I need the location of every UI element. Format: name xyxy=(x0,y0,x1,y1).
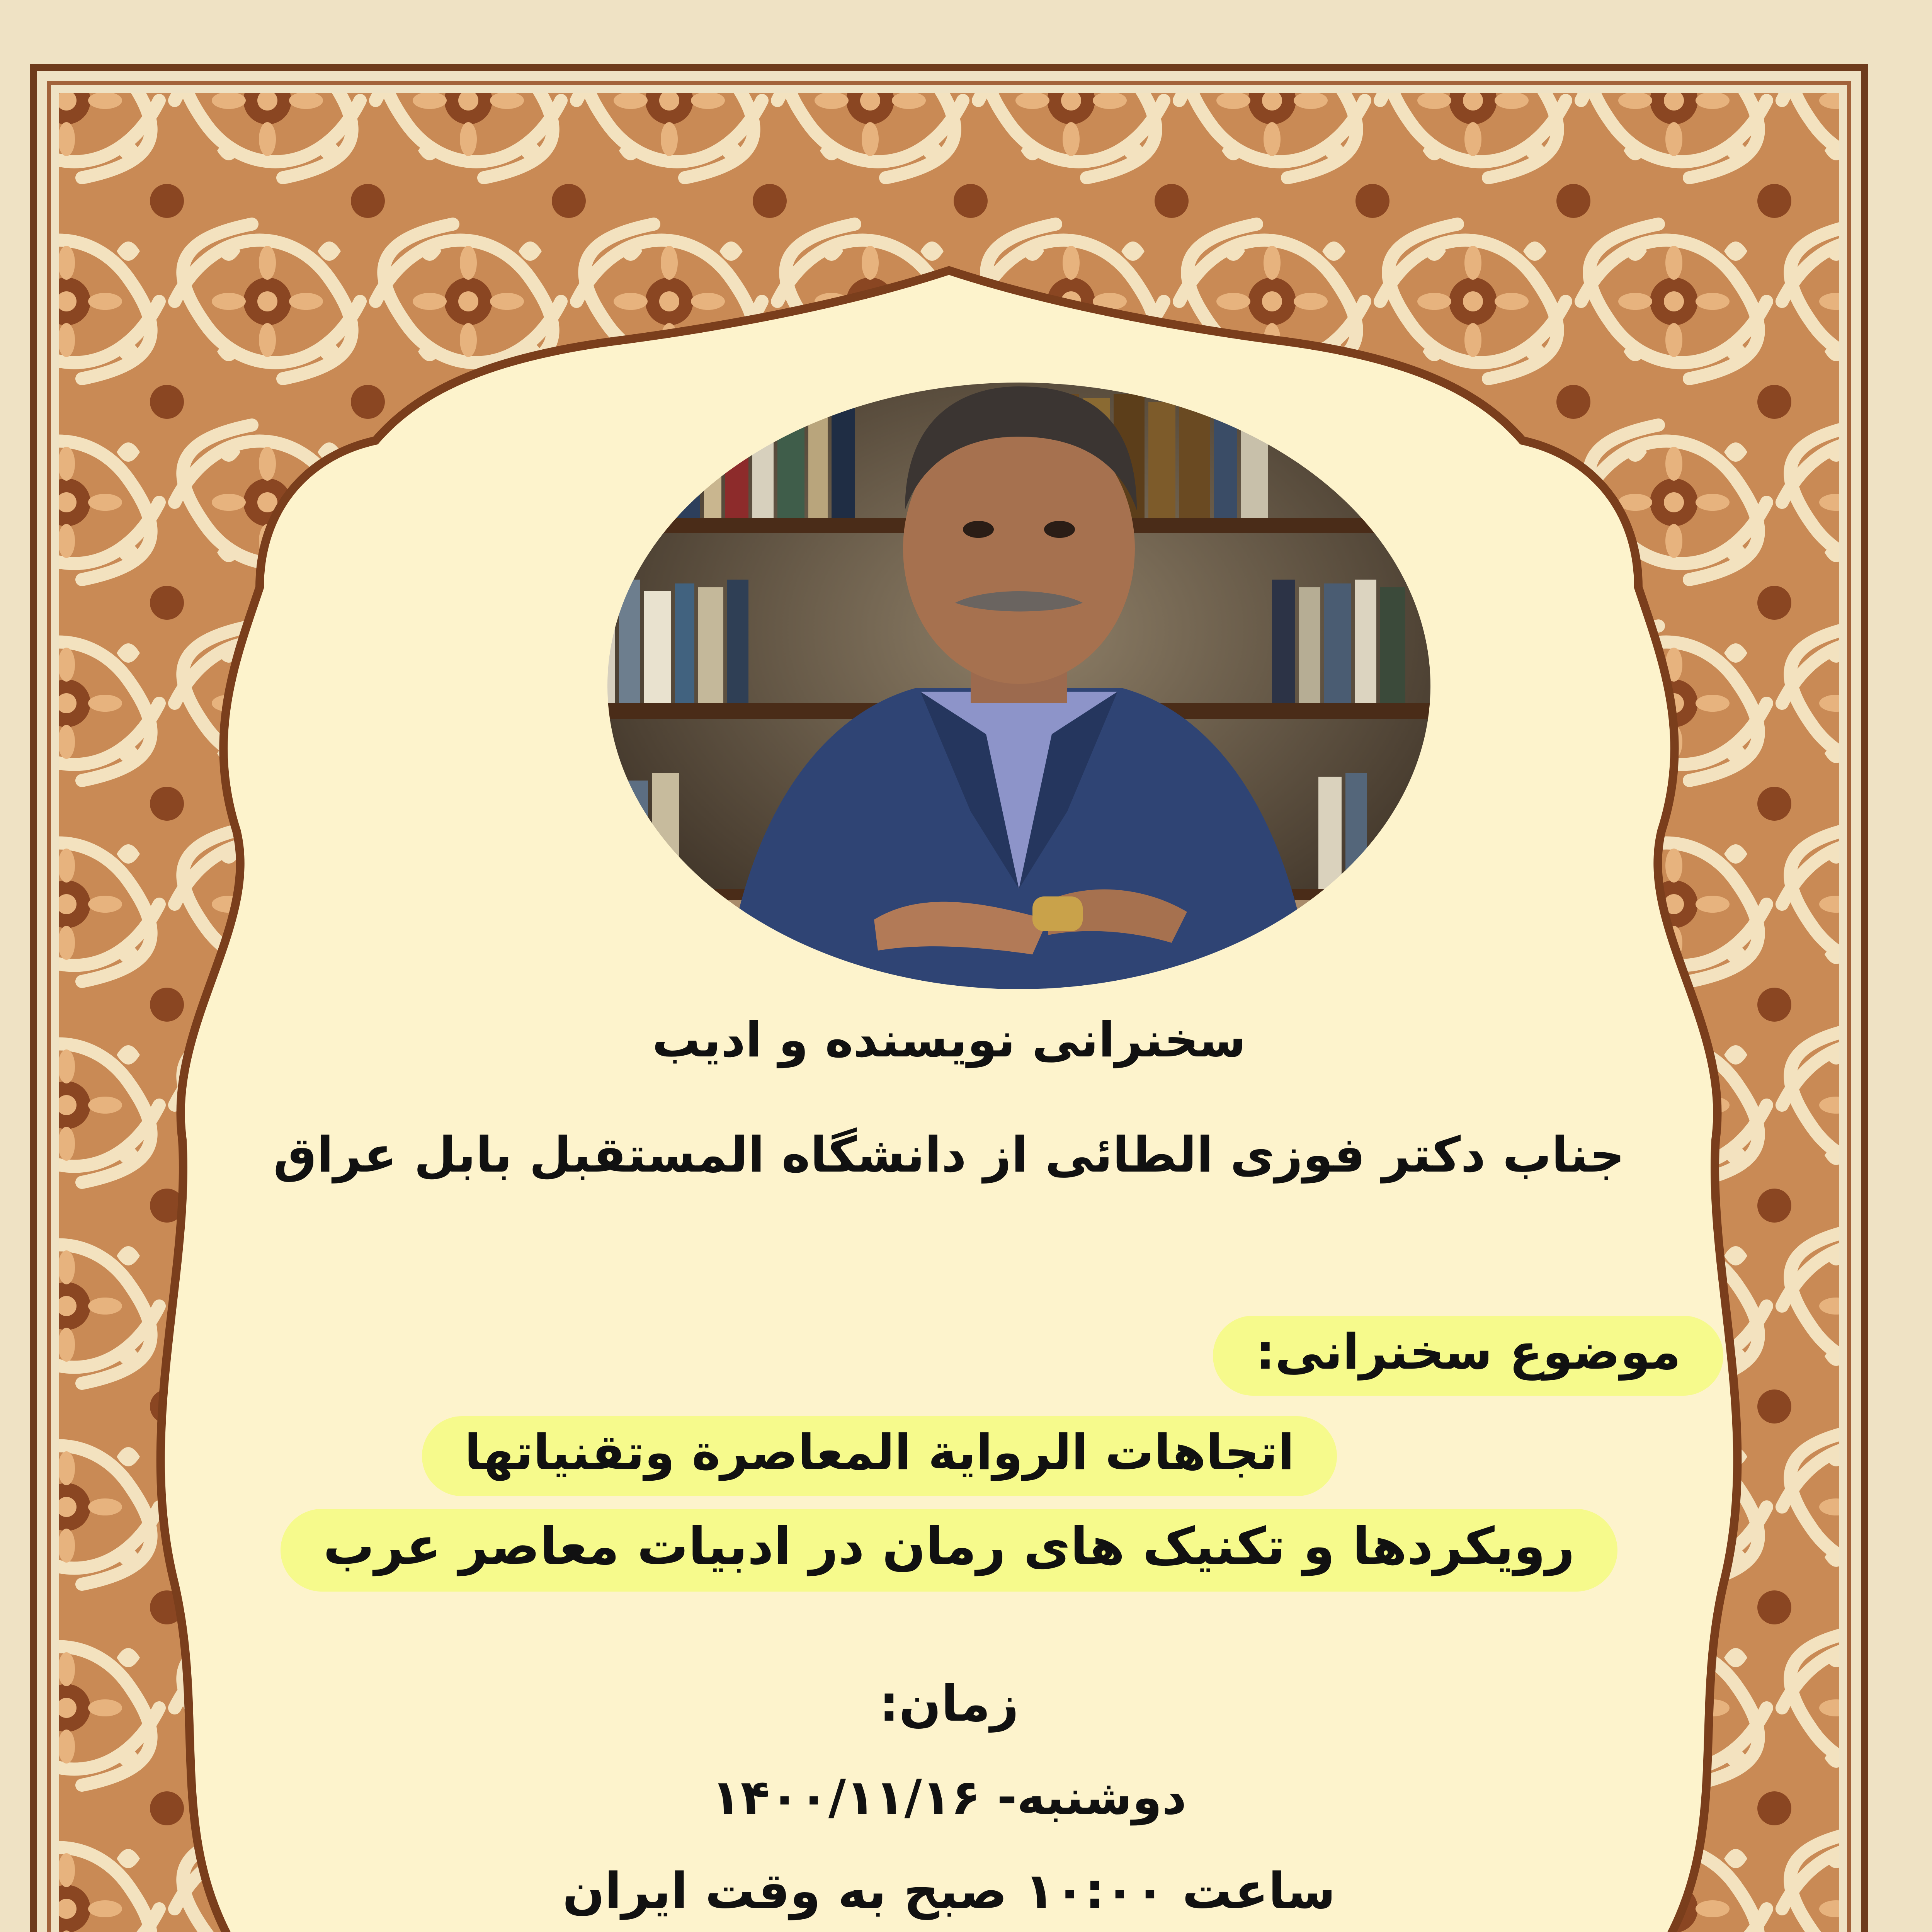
date-line: دوشنبه- ۱۴۰۰/۱۱/۱۶ xyxy=(711,1770,1187,1825)
topic-title-persian: رویکردها و تکنیک های رمان در ادبیات معاصر عرب xyxy=(281,1509,1617,1592)
time-heading: زمان: xyxy=(879,1675,1019,1733)
time-line: ساعت ۱۰:۰۰ صبح به وقت ایران xyxy=(562,1862,1336,1920)
subject-heading: موضوع سخنرانی: xyxy=(1213,1316,1723,1396)
subject-heading-wrap xyxy=(0,1316,1932,1396)
speaker-name-line: جناب دکتر فوزی الطائی از دانشگاه المستقبل بابل عراق xyxy=(273,1126,1625,1183)
topic-persian-wrap xyxy=(0,1509,1932,1592)
topic-arabic-wrap xyxy=(0,1416,1932,1496)
speaker-intro: سخنرانی نویسنده و ادیب xyxy=(652,1012,1246,1068)
topic-title-arabic: اتجاهات الرواية المعاصرة وتقنياتها xyxy=(422,1416,1337,1496)
